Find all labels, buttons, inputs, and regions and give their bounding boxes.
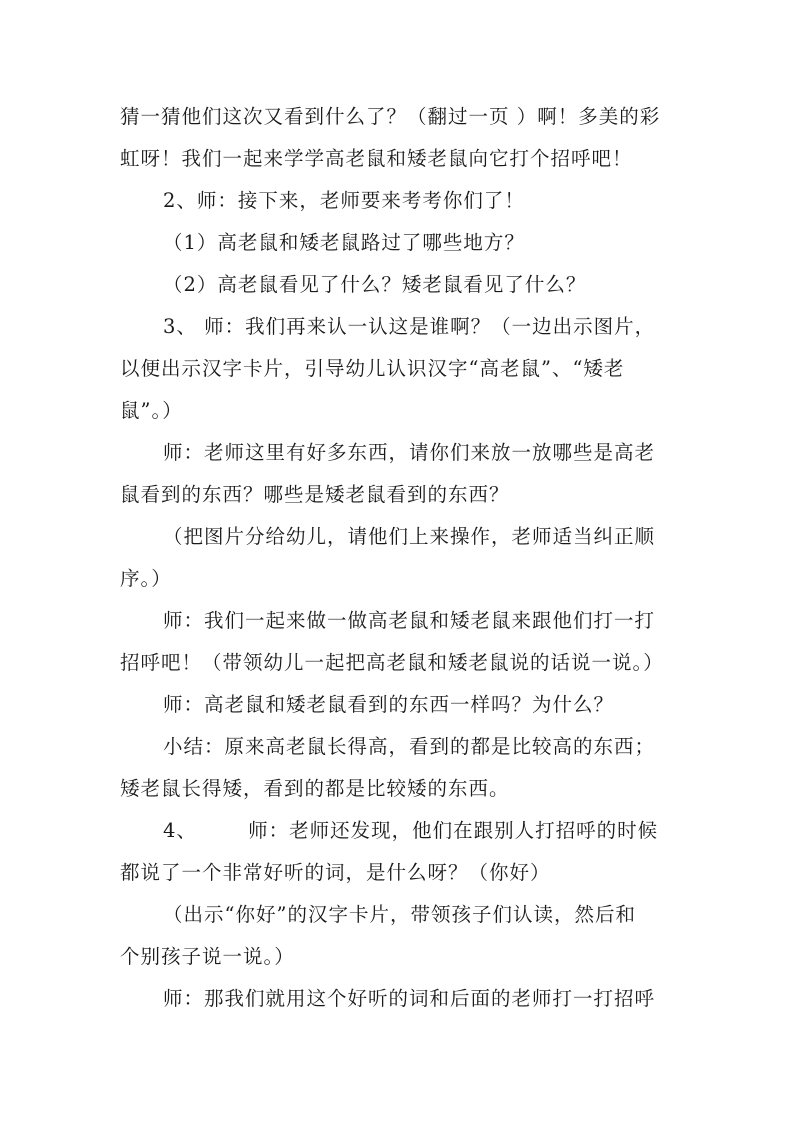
text-line-20: （出示“你好”的汉字卡片，带领孩子们认读，然后和 (163, 903, 636, 926)
text-line-13: 师：我们一起来做一做高老鼠和矮老鼠来跟他们打一打 (163, 609, 656, 632)
text-line-12: 序。） (120, 567, 172, 590)
text-line-6: 3、 师：我们再来认一认这是谁啊？（一边出示图片， (163, 315, 656, 338)
text-line-21: 个别孩子说一说。） (120, 945, 295, 968)
text-line-3: 2、师：接下来，老师要来考考你们了！ (163, 189, 525, 212)
text-line-19: 都说了一个非常好听的词，是什么呀？（你好） (120, 861, 551, 884)
text-line-11: （把图片分给幼儿，请他们上来操作，老师适当纠正顺 (163, 525, 656, 548)
text-line-8: 鼠”。） (120, 399, 183, 422)
text-line-18: 4、 师：老师还发现，他们在跟别人打招呼的时候 (163, 819, 659, 842)
text-line-10: 鼠看到的东西？哪些是矮老鼠看到的东西？ (120, 483, 510, 506)
text-line-2: 虹呀！我们一起来学学高老鼠和矮老鼠向它打个招呼吧！ (120, 147, 633, 170)
text-line-14: 招呼吧！（带领幼儿一起把高老鼠和矮老鼠说的话说一说。） (120, 651, 664, 674)
text-line-22: 师：那我们就用这个好听的词和后面的老师打一打招呼 (163, 987, 656, 1010)
text-line-1: 猜一猜他们这次又看到什么了？（翻过一页 ）啊！多美的彩 (120, 105, 661, 128)
text-line-4: （1）高老鼠和矮老鼠路过了哪些地方？ (163, 231, 525, 254)
text-line-15: 师：高老鼠和矮老鼠看到的东西一样吗？为什么？ (163, 693, 615, 716)
text-line-5: （2）高老鼠看见了什么？矮老鼠看见了什么？ (163, 273, 587, 296)
text-line-9: 师：老师这里有好多东西，请你们来放一放哪些是高老 (163, 441, 656, 464)
text-line-16: 小结：原来高老鼠长得高，看到的都是比较高的东西； (163, 735, 656, 758)
text-line-17: 矮老鼠长得矮，看到的都是比较矮的东西。 (120, 777, 510, 800)
text-line-7: 以便出示汉字卡片，引导幼儿认识汉字“高老鼠”、“矮老 (120, 357, 625, 380)
